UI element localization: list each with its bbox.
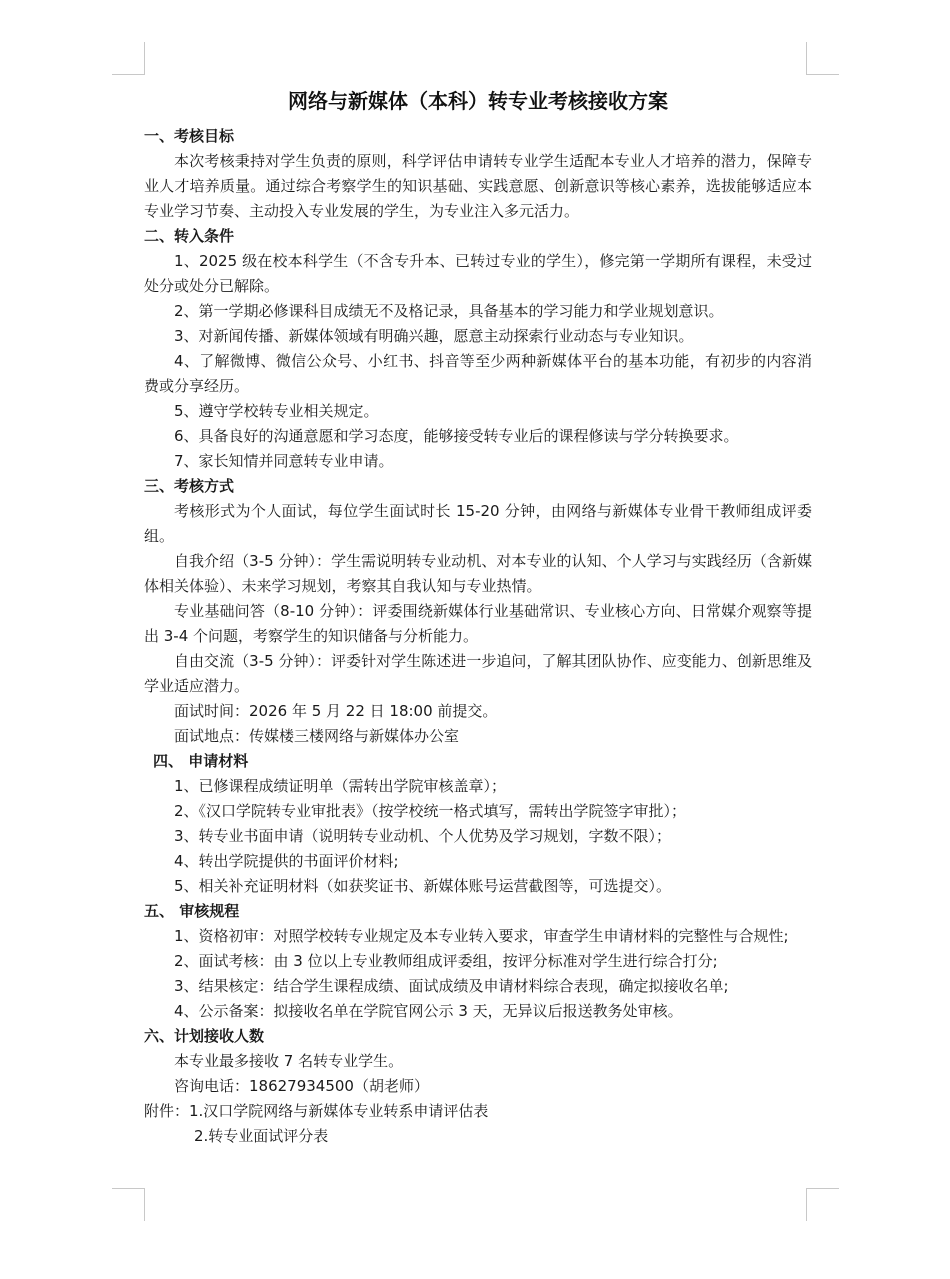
section-heading: 四、 申请材料 — [153, 752, 249, 770]
paragraph: 本专业最多接收 7 名转专业学生。 — [174, 1052, 404, 1070]
paragraph: 1、已修课程成绩证明单（需转出学院审核盖章）； — [174, 777, 507, 795]
paragraph: 5、相关补充证明材料（如获奖证书、新媒体账号运营截图等，可选提交）。 — [174, 877, 672, 895]
document-title: 网络与新媒体（本科）转专业考核接收方案 — [288, 89, 668, 113]
paragraph: 2、《汉口学院转专业审批表》（按学校统一格式填写，需转出学院签字审批）； — [174, 802, 687, 820]
section-heading: 二、转入条件 — [144, 227, 235, 245]
paragraph: 咨询电话：18627934500（胡老师） — [174, 1077, 429, 1095]
paragraph: 7、家长知情并同意转专业申请。 — [174, 452, 394, 470]
page-corner-mark — [112, 1188, 145, 1221]
section-heading: 六、计划接收人数 — [144, 1027, 265, 1045]
paragraph: 4、转出学院提供的书面评价材料; — [174, 852, 399, 870]
paragraph: 4、公示备案：拟接收名单在学院官网公示 3 天，无异议后报送教务处审核。 — [174, 1002, 683, 1020]
page-corner-mark — [112, 42, 145, 75]
paragraph: 考核形式为个人面试，每位学生面试时长 15-20 分钟，由网络与新媒体专业骨干教师组成评委组。 — [144, 502, 812, 545]
paragraph: 专业基础问答（8-10 分钟）：评委围绕新媒体行业基础常识、专业核心方向、日常媒介观察等提出 3-4 个问题，考察学生的知识储备与分析能力。 — [144, 602, 812, 645]
paragraph: 本次考核秉持对学生负责的原则，科学评估申请转专业学生适配本专业人才培养的潜力，保障专业人才培养质量。通过综合考察学生的知识基础、实践意愿、创新意识等核心素养，选拔能够适应本专业学习节奏、主动投入专业发展的学生，为专业注入多元活力。 — [144, 152, 812, 220]
paragraph: 3、对新闻传播、新媒体领域有明确兴趣，愿意主动探索行业动态与专业知识。 — [174, 327, 694, 345]
paragraph: 2、面试考核：由 3 位以上专业教师组成评委组，按评分标准对学生进行综合打分; — [174, 952, 718, 970]
paragraph: 自我介绍（3-5 分钟）：学生需说明转专业动机、对本专业的认知、个人学习与实践经历（含新媒体相关体验）、未来学习规划，考察其自我认知与专业热情。 — [144, 552, 812, 595]
page-corner-mark — [806, 42, 839, 75]
paragraph: 2、第一学期必修课科目成绩无不及格记录，具备基本的学习能力和学业规划意识。 — [174, 302, 724, 320]
paragraph: 面试时间：2026 年 5 月 22 日 18:00 前提交。 — [174, 702, 498, 720]
attachment-line: 2.转专业面试评分表 — [194, 1127, 329, 1145]
paragraph: 4、了解微博、微信公众号、小红书、抖音等至少两种新媒体平台的基本功能，有初步的内容消费或分享经历。 — [144, 352, 812, 395]
paragraph: 3、转专业书面申请（说明转专业动机、个人优势及学习规划，字数不限）； — [174, 827, 672, 845]
paragraph: 3、结果核定：结合学生课程成绩、面试成绩及申请材料综合表现，确定拟接收名单; — [174, 977, 729, 995]
paragraph: 5、遵守学校转专业相关规定。 — [174, 402, 379, 420]
page-corner-mark — [806, 1188, 839, 1221]
paragraph: 自由交流（3-5 分钟）：评委针对学生陈述进一步追问，了解其团队协作、应变能力、创新思维及学业适应潜力。 — [144, 652, 812, 695]
paragraph: 1、资格初审：对照学校转专业规定及本专业转入要求，审查学生申请材料的完整性与合规性; — [174, 927, 789, 945]
paragraph: 1、2025 级在校本科学生（不含专升本、已转过专业的学生），修完第一学期所有课程，未受过处分或处分已解除。 — [144, 252, 812, 295]
paragraph: 6、具备良好的沟通意愿和学习态度，能够接受转专业后的课程修读与学分转换要求。 — [174, 427, 739, 445]
paragraph: 面试地点：传媒楼三楼网络与新媒体办公室 — [174, 727, 460, 745]
section-heading: 三、考核方式 — [144, 477, 235, 495]
section-heading: 五、 审核规程 — [144, 902, 240, 920]
attachment-line: 附件：1.汉口学院网络与新媒体专业转系申请评估表 — [144, 1102, 489, 1120]
document-body — [144, 86, 812, 1149]
section-heading: 一、考核目标 — [144, 127, 235, 145]
